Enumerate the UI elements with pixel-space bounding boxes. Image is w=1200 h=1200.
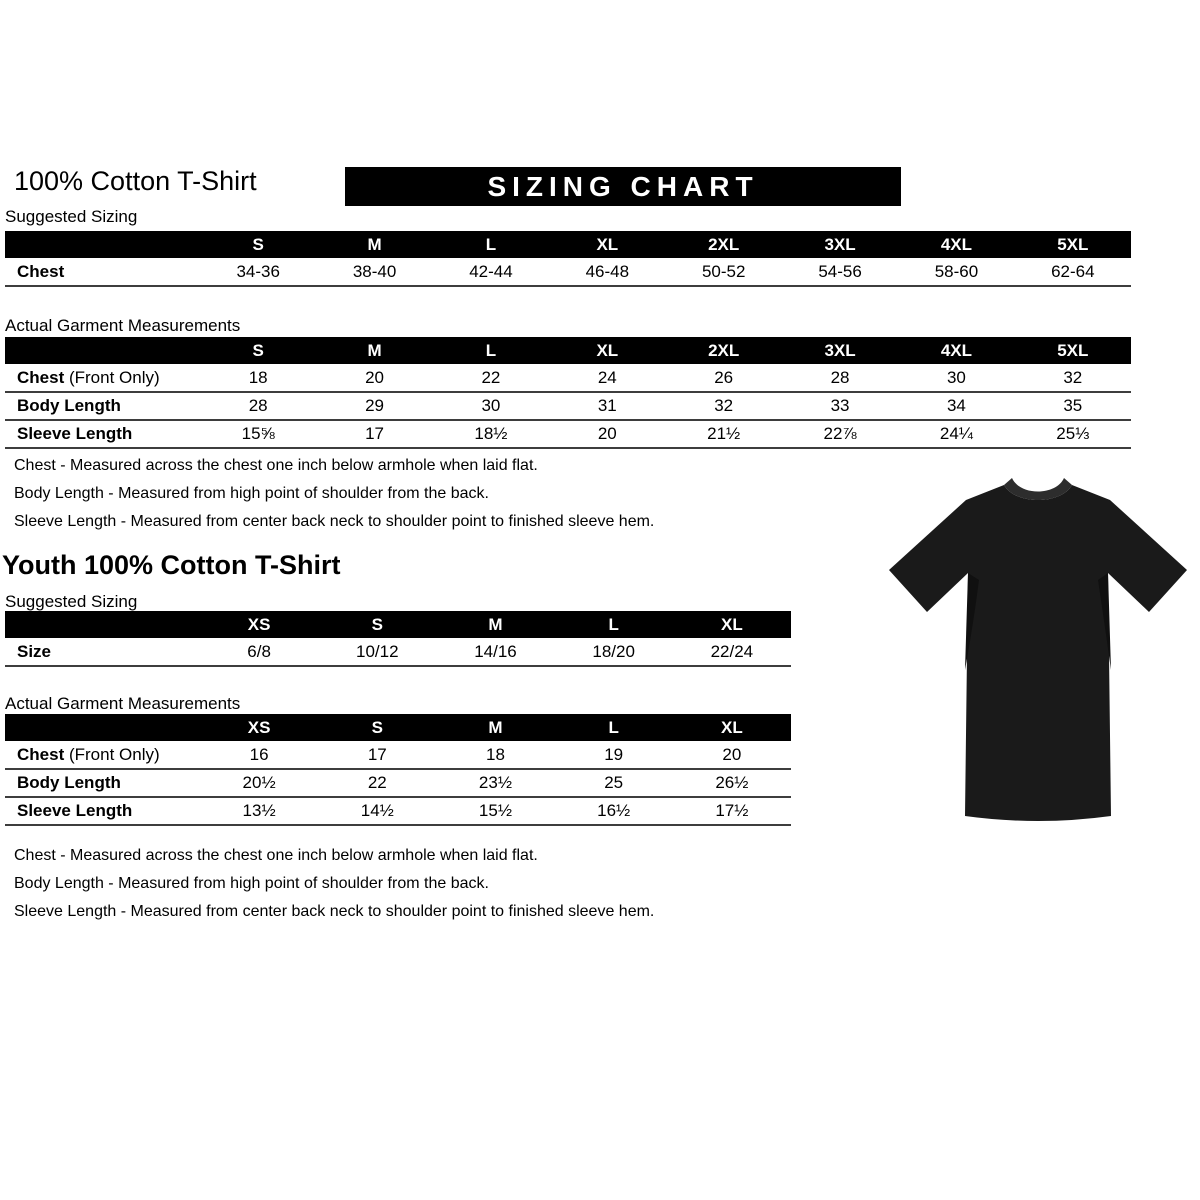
measurement-value-cell: 19 <box>555 741 673 769</box>
size-column-header: XL <box>673 611 791 638</box>
row-label-text: Chest <box>17 367 65 387</box>
row-label-note: (Front Only) <box>64 367 160 387</box>
size-column-header: 4XL <box>898 231 1014 258</box>
measurement-value-cell: 32 <box>1015 364 1131 392</box>
measurement-value-cell: 34-36 <box>200 258 316 286</box>
measurement-value-cell: 35 <box>1015 392 1131 420</box>
measurement-value-cell: 21½ <box>666 420 782 448</box>
measurement-value-cell: 58-60 <box>898 258 1014 286</box>
size-column-header: XS <box>200 611 318 638</box>
measurement-value-cell: 28 <box>782 364 898 392</box>
measurement-value-cell: 30 <box>433 392 549 420</box>
table-corner-cell <box>5 231 200 258</box>
measurement-value-cell: 29 <box>316 392 432 420</box>
measurement-value-cell: 18/20 <box>555 638 673 666</box>
size-column-header: 4XL <box>898 337 1014 364</box>
note-body-length: Body Length - Measured from high point of shoulder from the back. <box>14 485 489 502</box>
measurement-value-cell: 20 <box>549 420 665 448</box>
measurement-row <box>5 392 1131 420</box>
measurement-value-cell: 26½ <box>673 769 791 797</box>
size-column-header: XL <box>549 231 665 258</box>
measurement-value-cell: 17 <box>316 420 432 448</box>
row-label <box>5 769 200 797</box>
measurement-value-cell: 28 <box>200 392 316 420</box>
row-label <box>5 638 200 666</box>
note-chest: Chest - Measured across the chest one inch below armhole when laid flat. <box>14 457 538 474</box>
size-column-header: L <box>555 611 673 638</box>
measurement-value-cell: 18 <box>436 741 554 769</box>
size-column-header: 3XL <box>782 231 898 258</box>
size-column-header: L <box>433 231 549 258</box>
row-label <box>5 797 200 825</box>
note-body-length: Body Length - Measured from high point of shoulder from the back. <box>14 875 489 892</box>
size-column-header: S <box>318 611 436 638</box>
measurement-value-cell: 42-44 <box>433 258 549 286</box>
table-corner-cell <box>5 611 200 638</box>
size-column-header: M <box>436 714 554 741</box>
size-column-header: 5XL <box>1015 337 1131 364</box>
size-column-header: XL <box>673 714 791 741</box>
measurement-value-cell: 33 <box>782 392 898 420</box>
measurement-value-cell: 22 <box>433 364 549 392</box>
size-header-row <box>5 231 1131 258</box>
measurement-row <box>5 258 1131 286</box>
size-header-row <box>5 714 791 741</box>
measurement-value-cell: 26 <box>666 364 782 392</box>
measurement-value-cell: 17 <box>318 741 436 769</box>
measurement-row <box>5 420 1131 448</box>
measurement-value-cell: 62-64 <box>1015 258 1131 286</box>
size-column-header: XL <box>549 337 665 364</box>
size-column-header: 5XL <box>1015 231 1131 258</box>
note-sleeve-length: Sleeve Length - Measured from center back neck to shoulder point to finished sleeve hem. <box>14 903 655 920</box>
measurement-value-cell: 23½ <box>436 769 554 797</box>
adult-measurement-notes <box>14 452 654 536</box>
row-label <box>5 741 200 769</box>
measurement-value-cell: 6/8 <box>200 638 318 666</box>
size-column-header: M <box>316 337 432 364</box>
measurement-value-cell: 10/12 <box>318 638 436 666</box>
row-label-text: Sleeve Length <box>17 424 133 443</box>
row-label-text: Chest <box>17 744 65 764</box>
size-column-header: 2XL <box>666 231 782 258</box>
measurement-value-cell: 30 <box>898 364 1014 392</box>
measurement-row <box>5 797 791 825</box>
black-tshirt-image <box>888 470 1192 842</box>
row-label-text: Chest <box>17 261 65 281</box>
row-label-text: Size <box>17 641 52 661</box>
adult-suggested-sizing-label: Suggested Sizing <box>5 207 138 226</box>
measurement-value-cell: 20½ <box>200 769 318 797</box>
size-column-header: 2XL <box>666 337 782 364</box>
measurement-row <box>5 638 791 666</box>
sizing-chart-banner <box>345 167 901 206</box>
row-label <box>5 364 200 392</box>
measurement-value-cell: 50-52 <box>666 258 782 286</box>
youth-measurement-notes <box>14 842 654 926</box>
row-label <box>5 392 200 420</box>
row-label-text: Body Length <box>17 773 121 792</box>
adult-suggested-sizing-table <box>5 231 1131 287</box>
size-column-header: S <box>200 337 316 364</box>
adult-actual-measurements-table <box>5 337 1131 449</box>
measurement-value-cell: 22/24 <box>673 638 791 666</box>
size-column-header: S <box>200 231 316 258</box>
tshirt-body-shape <box>889 485 1187 821</box>
size-column-header: L <box>433 337 549 364</box>
size-column-header: XS <box>200 714 318 741</box>
size-column-header: S <box>318 714 436 741</box>
measurement-value-cell: 24 <box>549 364 665 392</box>
measurement-value-cell: 31 <box>549 392 665 420</box>
youth-suggested-sizing-table <box>5 611 791 667</box>
measurement-value-cell: 34 <box>898 392 1014 420</box>
size-column-header: L <box>555 714 673 741</box>
youth-section-title: Youth 100% Cotton T-Shirt <box>2 550 341 580</box>
size-column-header: M <box>316 231 432 258</box>
measurement-value-cell: 16 <box>200 741 318 769</box>
measurement-row <box>5 364 1131 392</box>
measurement-value-cell: 18½ <box>433 420 549 448</box>
adult-section-title: 100% Cotton T-Shirt <box>14 166 257 196</box>
size-column-header: M <box>436 611 554 638</box>
size-header-row <box>5 611 791 638</box>
measurement-value-cell: 15½ <box>436 797 554 825</box>
measurement-row <box>5 769 791 797</box>
measurement-value-cell: 15⅝ <box>200 420 316 448</box>
measurement-value-cell: 22⅞ <box>782 420 898 448</box>
youth-suggested-sizing-label: Suggested Sizing <box>5 592 138 611</box>
measurement-value-cell: 20 <box>673 741 791 769</box>
measurement-value-cell: 20 <box>316 364 432 392</box>
measurement-value-cell: 25 <box>555 769 673 797</box>
measurement-value-cell: 14/16 <box>436 638 554 666</box>
measurement-value-cell: 54-56 <box>782 258 898 286</box>
measurement-value-cell: 25⅓ <box>1015 420 1131 448</box>
note-sleeve-length: Sleeve Length - Measured from center back neck to shoulder point to finished sleeve hem. <box>14 513 655 530</box>
measurement-value-cell: 18 <box>200 364 316 392</box>
youth-actual-measurements-label: Actual Garment Measurements <box>5 694 241 713</box>
row-label-text: Body Length <box>17 396 121 415</box>
row-label-text: Sleeve Length <box>17 801 133 820</box>
size-header-row <box>5 337 1131 364</box>
measurement-value-cell: 46-48 <box>549 258 665 286</box>
youth-actual-measurements-table <box>5 714 791 826</box>
measurement-value-cell: 16½ <box>555 797 673 825</box>
table-corner-cell <box>5 337 200 364</box>
note-chest: Chest - Measured across the chest one inch below armhole when laid flat. <box>14 847 538 864</box>
measurement-value-cell: 24¼ <box>898 420 1014 448</box>
measurement-value-cell: 13½ <box>200 797 318 825</box>
measurement-value-cell: 38-40 <box>316 258 432 286</box>
table-corner-cell <box>5 714 200 741</box>
sizing-chart-banner-text: SIZING CHART <box>487 170 759 202</box>
measurement-value-cell: 17½ <box>673 797 791 825</box>
size-column-header: 3XL <box>782 337 898 364</box>
measurement-value-cell: 32 <box>666 392 782 420</box>
row-label <box>5 420 200 448</box>
measurement-value-cell: 14½ <box>318 797 436 825</box>
measurement-row <box>5 741 791 769</box>
measurement-value-cell: 22 <box>318 769 436 797</box>
row-label <box>5 258 200 286</box>
adult-actual-measurements-label: Actual Garment Measurements <box>5 316 241 335</box>
row-label-note: (Front Only) <box>64 744 160 764</box>
